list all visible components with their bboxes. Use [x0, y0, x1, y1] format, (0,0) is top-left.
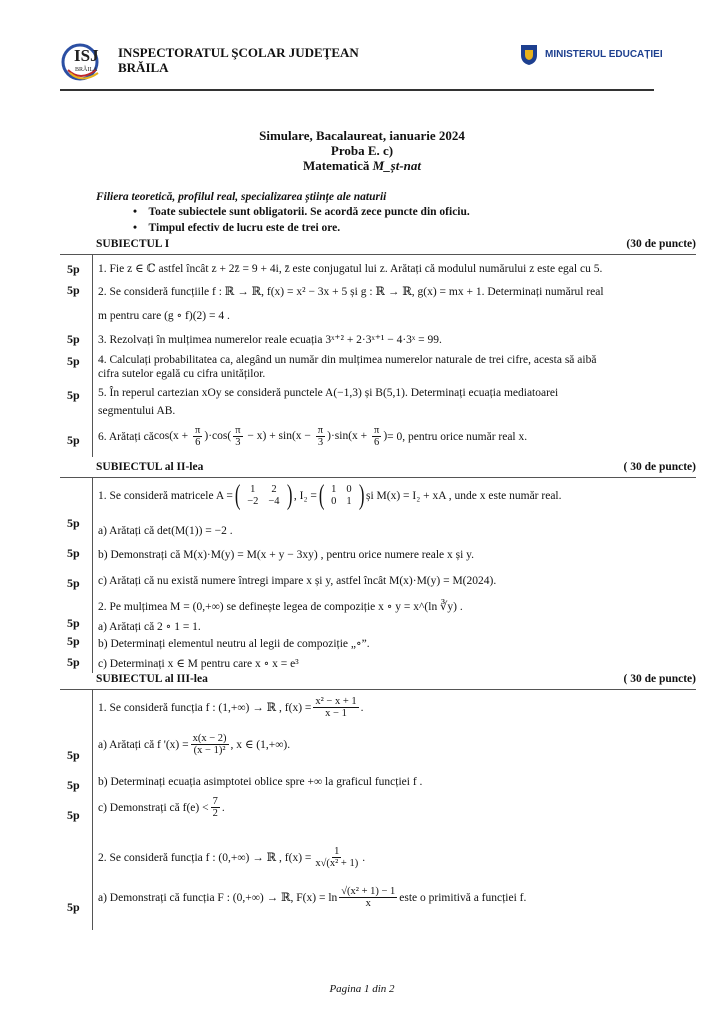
bullet-2: • Timpul efectiv de lucru este de trei ore. [133, 222, 341, 234]
s2-p-a1: 5p [67, 516, 80, 530]
s2-p-c2: 5p [67, 655, 80, 669]
s2-q1a: a) Arătați că det(M(1)) = −2 . [98, 525, 233, 537]
filiera: Filiera teoretică, profilul real, specializarea științe ale naturii [96, 191, 387, 203]
s1-q4a: 4. Calculați probabilitatea ca, alegând un număr din mulțimea numerelor naturale de trei cifre, acesta să aibă [98, 354, 597, 366]
s1-top-rule [60, 254, 696, 255]
s3-q1a-frac [191, 733, 229, 756]
s2-q1-intro-c: și M(x) = I₂ + xA , unde x este număr real. [365, 490, 562, 502]
s1-p5: 5p [67, 388, 80, 402]
org-line-1: INSPECTORATUL ŞCOLAR JUDEŢEAN [118, 45, 359, 60]
s2-q1-intro [98, 482, 562, 510]
matrix-I2: ( 1 0 0 1 ) [318, 480, 365, 511]
s1-q3: 3. Rezolvați în mulțimea numerelor reale ecuația 3ˣ⁺² + 2·3ˣ⁺¹ − 4·3ˣ = 99. [98, 334, 442, 346]
bullet-2-text: Timpul efectiv de lucru este de trei ore. [148, 222, 341, 234]
page-number: Pagina 1 din 2 [329, 983, 395, 995]
s3-q1c-den: 2 [212, 808, 218, 819]
s3-q2a-frac [339, 886, 397, 909]
bullet-1-text: Toate subiectele sunt obligatorii. Se acordă zece puncte din oficiu. [148, 206, 470, 218]
s1-q2b: m pentru care (g ∘ f)(2) = 4 . [98, 310, 230, 322]
s1-q2a: 2. Se consideră funcțiile f : ℝ → ℝ, f(x) = x² − 3x + 5 și g : ℝ → ℝ, g(x) = mx + 1. Determinați numărul real [98, 286, 604, 298]
s3-q1a-num: x(x − 2) [192, 733, 227, 744]
s1-q6 [98, 425, 527, 448]
s1-title: SUBIECTUL I [96, 238, 170, 250]
s3-q2a-num: √(x² + 1) − 1 [341, 886, 396, 897]
org-line-2: BRĂILA [118, 60, 169, 75]
s3-q1a-post: , x ∈ (1,+∞). [230, 738, 291, 751]
s3-q1-num: x² − x + 1 [315, 696, 357, 707]
s3-p-a1: 5p [67, 748, 80, 762]
s3-title: SUBIECTUL al III-lea [96, 673, 208, 685]
s1-p4: 5p [67, 354, 80, 368]
s3-q1c: c) Demonstrați că f(e) < $\frac{7}{2}$ . [98, 796, 225, 819]
s2-p-c1: 5p [67, 576, 80, 590]
s1-q4b: cifra sutelor egală cu cifra unităților. [98, 368, 266, 380]
s1-p6: 5p [67, 433, 80, 447]
s2-q2c: c) Determinați x ∈ M pentru care x ∘ x = e³ [98, 658, 299, 670]
org-name [118, 45, 359, 75]
s2-q2-intro: 2. Pe mulțimea M = (0,+∞) se definește legea de compoziție x ∘ y = x^(ln ∛y) . [98, 601, 463, 613]
s3-q1c-num: 7 [212, 796, 218, 807]
matrix-A: ( 1 2 −2 −4 ) [234, 480, 293, 511]
s3-top-rule [60, 689, 696, 690]
s1-points: (30 de puncte) [626, 238, 696, 250]
title-line-2: Proba E. c) [330, 143, 394, 158]
s2-p-b2: 5p [67, 634, 80, 648]
s2-q1c: c) Arătați că nu există numere întregi impare x și y, astfel încât M(x)·M(y) = M(2024). [98, 575, 497, 587]
s1-p2: 5p [67, 283, 80, 297]
s3-vrule [92, 690, 93, 930]
isj-logo [60, 40, 108, 84]
s3-q2-frac [313, 846, 360, 869]
s2-p-b1: 5p [67, 546, 80, 560]
s3-q1-intro: 1. Se consideră funcția f : (1,+∞) → ℝ , f(x) = $\frac{\text{x² − x + 1}}{x - 1}$ . [98, 696, 364, 719]
s3-q1c-frac [211, 796, 220, 819]
coat-of-arms-icon [518, 42, 540, 66]
s3-p-b1: 5p [67, 778, 80, 792]
header-divider [60, 89, 654, 91]
ministry-name: MINISTERUL EDUCAȚIEI [545, 48, 663, 60]
s3-q2-intro-text: 2. Se consideră funcția f : (0,+∞) → ℝ , f(x) = [98, 851, 312, 864]
s3-q1a-den: (x − 1)² [193, 745, 226, 756]
s2-q1-intro-b: , I₂ = [293, 490, 317, 502]
s3-q2a [98, 886, 526, 909]
s1-q5a: 5. În reperul cartezian xOy se consideră punctele A(−1,3) și B(5,1). Determinați ecuația mediatoarei [98, 387, 559, 399]
s3-q2-intro: 2. Se consideră funcția f : (0,+∞) → ℝ , f(x) = $\frac{1}{\text{x√(x² + 1)}}$ . [98, 846, 366, 869]
s3-q1b: b) Determinați ecuația asimptotei oblice spre +∞ la graficul funcției f . [98, 776, 423, 788]
s3-q2-den: x√(x² + 1) [315, 858, 359, 869]
s3-q2a-post: este o primitivă a funcției f. [399, 891, 527, 904]
title-line-3 [0, 158, 724, 173]
s2-q2b: b) Determinați elementul neutru al legii de compoziție „∘”. [98, 638, 370, 650]
logo-sub: BRĂILA [75, 67, 98, 73]
s3-points: ( 30 de puncte) [623, 673, 696, 685]
s1-vrule [92, 255, 93, 457]
s1-p3: 5p [67, 332, 80, 346]
s3-q2-num: 1 [334, 846, 340, 857]
bullet-1: • Toate subiectele sunt obligatorii. Se acordă zece puncte din oficiu. [133, 206, 470, 218]
logo-text: ISJ [74, 46, 99, 65]
s2-top-rule [60, 477, 696, 478]
ministry-logo [518, 42, 663, 66]
s3-q1a-pre: a) Arătați că f '(x) = [98, 738, 189, 751]
s3-q2a-pre: a) Demonstrați că funcția F : (0,+∞) → ℝ, F(x) = ln [98, 891, 338, 904]
s2-title: SUBIECTUL al II-lea [96, 461, 204, 473]
s1-p1: 5p [67, 262, 80, 276]
s3-q1a [98, 733, 290, 756]
s2-p-a2: 5p [67, 616, 80, 630]
s2-points: ( 30 de puncte) [623, 461, 696, 473]
title-line-3b: M_șt-nat [372, 158, 422, 173]
s2-q1-intro-a: 1. Se consideră matricele A = [98, 490, 233, 502]
s2-vrule [92, 478, 93, 673]
s3-q1-den: x − 1 [325, 708, 347, 719]
title-line-3a: Matematică [302, 158, 373, 173]
s1-q5b: segmentului AB. [98, 405, 176, 417]
s1-q6-post: = 0, pentru orice număr real x. [387, 430, 528, 443]
s3-q1-intro-text: 1. Se consideră funcția f : (1,+∞) → ℝ , f(x) = [98, 701, 312, 714]
s2-q2a: a) Arătați că 2 ∘ 1 = 1. [98, 621, 201, 633]
s1-q1: 1. Fie z ∈ ℂ astfel încât z + 2z̄ = 9 + 4i, z̄ este conjugatul lui z. Arătați că modulul numărului z este egal cu 5. [98, 263, 603, 275]
s3-p-c1: 5p [67, 808, 80, 822]
s3-p-a2: 5p [67, 900, 80, 914]
s3-q1-frac [313, 696, 358, 719]
title-line-1: Simulare, Bacalaureat, ianuarie 2024 [259, 128, 465, 143]
s3-q2a-den: x [365, 898, 371, 909]
s2-q1b: b) Demonstrați că M(x)·M(y) = M(x + y − 3xy) , pentru orice numere reale x și y. [98, 549, 475, 561]
s1-q6-pre: 6. Arătați că [98, 430, 154, 443]
s1-q6-expr: cos(x + $\frac{\pi}{6}$ )·cos( $\frac{\pi}{3}$ − x) + sin(x − $\frac{\pi}{3}$ )·sin(x + $\frac{\pi}{6}$ ) [153, 425, 388, 448]
s3-q1c-pre: c) Demonstrați că f(e) < [98, 801, 209, 814]
